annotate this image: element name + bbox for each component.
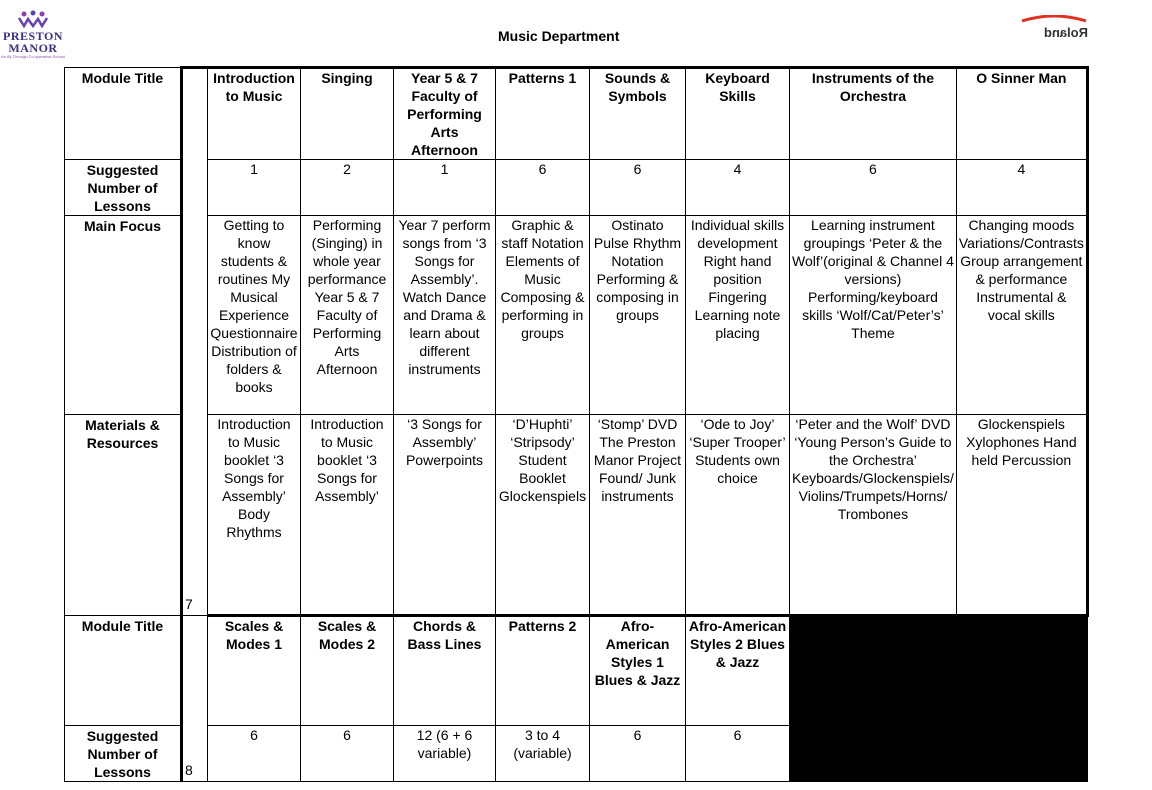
lesson-count: 6 (301, 726, 394, 782)
focus-cell: Ostinato Pulse Rhythm Notation Performing & composing in groups (590, 216, 686, 415)
materials-cell: ‘Stomp’ DVD The Preston Manor Project Found/ Junk instruments (590, 415, 686, 616)
lesson-count: 12 (6 + 6 variable) (394, 726, 496, 782)
lesson-count: 4 (956, 160, 1087, 216)
focus-cell: Year 7 perform songs from ‘3 Songs for Assembly’. Watch Dance and Drama & learn about different instruments (394, 216, 496, 415)
roland-text: Roland (1043, 25, 1088, 40)
lesson-count: 6 (590, 160, 686, 216)
module-title: Singing (301, 68, 394, 160)
row-label-suggested-lessons: Suggested Number of Lessons (65, 726, 182, 782)
materials-cell: ‘Ode to Joy’ ‘Super Trooper’ Students own choice (686, 415, 790, 616)
focus-cell: Getting to know students & routines My Musical Experience Questionnaire Distribution of folders & books (208, 216, 301, 415)
roland-logo (1016, 15, 1092, 43)
materials-cell: Introduction to Music booklet ‘3 Songs for Assembly’ (301, 415, 394, 616)
row-label-suggested-lessons: Suggested Number of Lessons (65, 160, 182, 216)
module-title: Year 5 & 7 Faculty of Performing Arts Afternoon (394, 68, 496, 160)
materials-cell: ‘3 Songs for Assembly’ Powerpoints (394, 415, 496, 616)
module-title: Keyboard Skills (686, 68, 790, 160)
lesson-count: 4 (686, 160, 790, 216)
materials-cell: Glockenspiels Xylophones Hand held Percussion (956, 415, 1087, 616)
lesson-count: 1 (208, 160, 301, 216)
page-title: Music Department (498, 28, 620, 44)
module-title: Sounds & Symbols (590, 68, 686, 160)
lesson-count: 3 to 4 (variable) (496, 726, 590, 782)
materials-cell: Introduction to Music booklet ‘3 Songs for Assembly’ Body Rhythms (208, 415, 301, 616)
lesson-count: 6 (208, 726, 301, 782)
blank-block (790, 616, 1088, 782)
focus-cell: Changing moods Variations/Contrasts Group arrangement & performance Instrumental & vocal skills (956, 216, 1087, 415)
focus-cell: Performing (Singing) in whole year performance Year 5 & 7 Faculty of Performing Arts Afternoon (301, 216, 394, 415)
row-label-materials: Materials & Resources (65, 415, 182, 616)
crown-icon (16, 10, 50, 28)
module-title: O Sinner Man (956, 68, 1087, 160)
lesson-count: 6 (686, 726, 790, 782)
row-label-module-title: Module Title (65, 616, 182, 726)
school-logo (0, 10, 66, 68)
materials-cell: ‘D’Huphti’ ‘Stripsody’ Student Booklet Glockenspiels (496, 415, 590, 616)
module-title: Afro-American Styles 1 Blues & Jazz (590, 616, 686, 726)
lesson-count: 2 (301, 160, 394, 216)
logo-tagline: An All-Through Co-operative School (1, 54, 65, 59)
lesson-count: 6 (496, 160, 590, 216)
module-title: Patterns 1 (496, 68, 590, 160)
module-title: Introduction to Music (208, 68, 301, 160)
focus-cell: Individual skills development Right hand position Fingering Learning note placing (686, 216, 790, 415)
module-title: Afro-American Styles 2 Blues & Jazz (686, 616, 790, 726)
module-title: Chords & Bass Lines (394, 616, 496, 726)
module-title: Scales & Modes 2 (301, 616, 394, 726)
row-label-main-focus: Main Focus (65, 216, 182, 415)
module-title: Patterns 2 (496, 616, 590, 726)
row-label-module-title: Module Title (65, 68, 182, 160)
year-8-label: 8 (182, 616, 208, 782)
logo-line-2: MANOR (8, 41, 58, 55)
year-7-label: 7 (182, 68, 208, 616)
curriculum-table (64, 66, 1089, 782)
lesson-count: 6 (790, 160, 957, 216)
module-title: Instruments of the Orchestra (790, 68, 957, 160)
focus-cell: Learning instrument groupings ‘Peter & the Wolf’(original & Channel 4 versions) Performing/keyboard skills ‘Wolf/Cat/Peter’s’ Theme (790, 216, 957, 415)
focus-cell: Graphic & staff Notation Elements of Music Composing & performing in groups (496, 216, 590, 415)
materials-cell: ‘Peter and the Wolf’ DVD ‘Young Person’s Guide to the Orchestra’ Keyboards/Glockenspiels/ Violins/Trumpets/Horns/ Trombones (790, 415, 957, 616)
lesson-count: 6 (590, 726, 686, 782)
module-title: Scales & Modes 1 (208, 616, 301, 726)
logo-line-1: PRESTON (3, 29, 63, 43)
lesson-count: 1 (394, 160, 496, 216)
